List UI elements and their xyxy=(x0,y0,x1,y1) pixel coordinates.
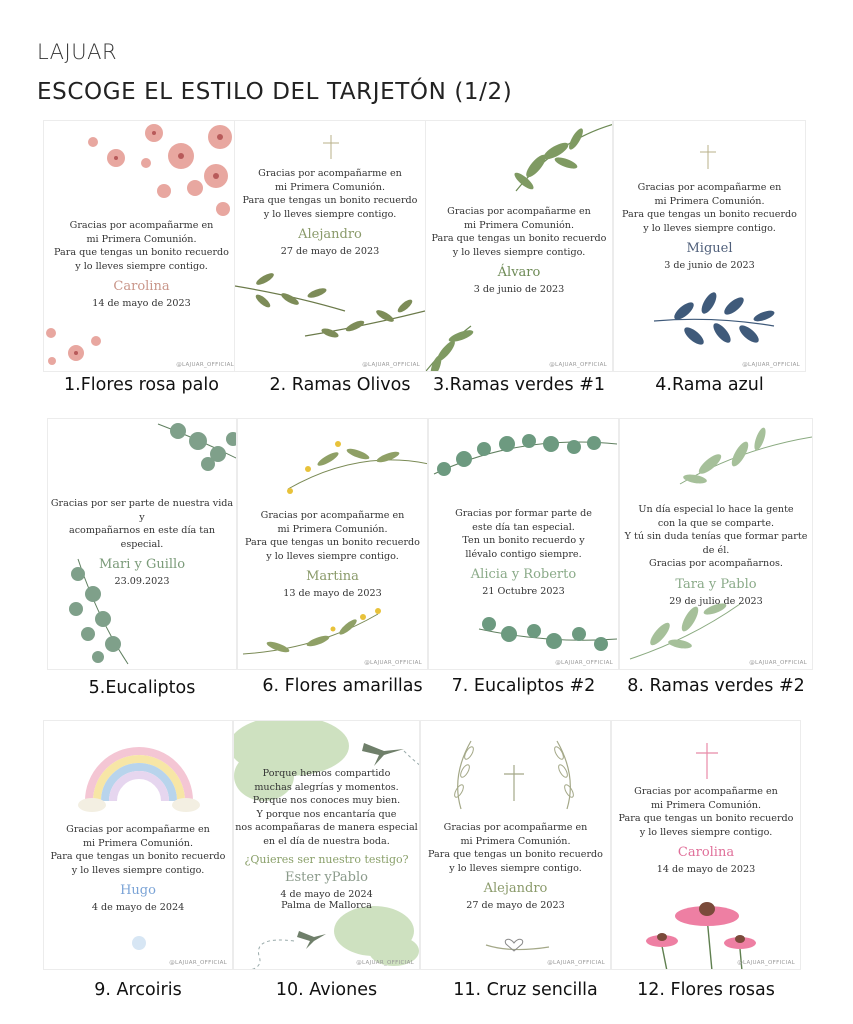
card-label: 2. Ramas Olivos xyxy=(269,375,411,395)
card-name: Carolina xyxy=(677,845,735,860)
watermark: @LAJUAR_OFFICIAL xyxy=(742,362,800,368)
card-message: Porque hemos compartido muchas alegrías y momentos. Porque nos conoces muy bien. Y porque nos encantaría que nos acompañaras de manera especial en el día de nuestra boda. xyxy=(235,768,418,847)
card-label: 11. Cruz sencilla xyxy=(453,980,598,1000)
card-label: 8. Ramas verdes #2 xyxy=(627,676,805,696)
card-label: 3.Ramas verdes #1 xyxy=(432,375,605,395)
card-date: 4 de mayo de 2024 xyxy=(91,902,185,913)
card-ramas-olivos[interactable] xyxy=(234,120,426,372)
card-flores-amarillas[interactable] xyxy=(237,418,428,670)
card-name: Alejandro xyxy=(483,881,548,896)
card-ramas-verdes-2[interactable] xyxy=(619,418,813,670)
card-flores-rosas[interactable] xyxy=(611,720,801,970)
card-date: 3 de junio de 2023 xyxy=(473,284,565,295)
card-message: Gracias por acompañarme en mi Primera Comunión. Para que tengas un bonito recuerdo y lo lleves siempre contigo. xyxy=(618,786,794,838)
card-name: Alicia y Roberto xyxy=(470,567,577,582)
card-name: Mari y Guillo xyxy=(98,557,186,572)
card-label: 5.Eucaliptos xyxy=(88,678,196,698)
card-label: 12. Flores rosas xyxy=(637,980,775,1000)
card-date: 14 de mayo de 2023 xyxy=(656,864,756,875)
card-rama-azul[interactable] xyxy=(613,120,806,372)
card-date: 21 Octubre 2023 xyxy=(482,586,565,597)
card-name: Ester yPablo xyxy=(285,870,368,885)
card-date: 13 de mayo de 2023 xyxy=(283,588,382,599)
card-date: 14 de mayo de 2023 xyxy=(92,298,191,309)
card-message: Gracias por acompañarme en mi Primera Comunión. Para que tengas un bonito recuerdo y lo lleves siempre contigo. xyxy=(428,822,603,874)
card-message: Gracias por acompañarme en mi Primera Comunión. Para que tengas un bonito recuerdo y lo lleves siempre contigo. xyxy=(54,220,229,272)
card-date: 29 de julio de 2023 xyxy=(669,595,763,607)
watermark: @LAJUAR_OFFICIAL xyxy=(362,362,420,368)
watermark: @LAJUAR_OFFICIAL xyxy=(364,660,422,666)
card-message: Gracias por acompañarme en mi Primera Comunión. Para que tengas un bonito recuerdo y lo lleves siempre contigo. xyxy=(245,510,420,562)
card-message: Gracias por ser parte de nuestra vida y acompañarnos en este día tan especial. xyxy=(50,498,234,550)
watermark: @LAJUAR_OFFICIAL xyxy=(356,960,414,966)
page-title: ESCOGE EL ESTILO DEL TARJETÓN (1/2) xyxy=(37,79,513,105)
card-label: 4.Rama azul xyxy=(655,375,764,395)
card-question: ¿Quieres ser nuestro testigo? xyxy=(244,853,409,866)
card-name: Martina xyxy=(306,569,359,584)
watermark: @LAJUAR_OFFICIAL xyxy=(737,960,795,966)
card-message: Un día especial lo hace la gente con la que se comparte. Y tú sin duda tenías que formar parte de él. Gracias por acompañarnos. xyxy=(624,504,808,569)
card-name: Alejandro xyxy=(298,227,362,242)
card-message: Gracias por acompañarme en mi Primera Comunión. Para que tengas un bonito recuerdo y lo lleves siempre contigo. xyxy=(622,182,797,234)
card-date: 4 de mayo de 2024 Palma de Mallorca xyxy=(280,889,373,911)
card-label: 9. Arcoiris xyxy=(94,980,182,1000)
card-name: Hugo xyxy=(120,883,156,898)
card-label: 1.Flores rosa palo xyxy=(64,375,219,395)
watermark: @LAJUAR_OFFICIAL xyxy=(749,660,807,666)
card-aviones[interactable] xyxy=(233,720,420,970)
card-message: Gracias por acompañarme en mi Primera Comunión. Para que tengas un bonito recuerdo y lo lleves siempre contigo. xyxy=(431,206,607,258)
watermark: @LAJUAR_OFFICIAL xyxy=(549,362,607,368)
card-label: 10. Aviones xyxy=(275,980,378,1000)
card-eucaliptos[interactable] xyxy=(47,418,237,670)
card-label: 7. Eucaliptos #2 xyxy=(451,676,596,696)
card-label: 6. Flores amarillas xyxy=(262,676,423,696)
watermark: @LAJUAR_OFFICIAL xyxy=(176,362,234,368)
card-message: Gracias por acompañarme en mi Primera Comunión. Para que tengas un bonito recuerdo y lo lleves siempre contigo. xyxy=(50,824,226,876)
card-name: Miguel xyxy=(686,241,733,256)
card-eucaliptos-2[interactable] xyxy=(428,418,619,670)
card-message: Gracias por acompañarme en mi Primera Comunión. Para que tengas un bonito recuerdo y lo lleves siempre contigo. xyxy=(242,168,418,220)
watermark: @LAJUAR_OFFICIAL xyxy=(547,960,605,966)
card-flores-rosa-palo[interactable] xyxy=(43,120,240,372)
watermark: @LAJUAR_OFFICIAL xyxy=(555,660,613,666)
card-date: 27 de mayo de 2023 xyxy=(280,246,380,257)
card-date: 3 de junio de 2023 xyxy=(664,260,755,271)
card-date: 27 de mayo de 2023 xyxy=(466,900,565,911)
card-message: Gracias por formar parte de este día tan especial. Ten un bonito recuerdo y llévalo contigo siempre. xyxy=(455,508,592,560)
card-name: Tara y Pablo xyxy=(675,576,757,592)
card-name: Álvaro xyxy=(497,265,541,280)
card-cruz-sencilla[interactable] xyxy=(420,720,611,970)
card-date: 23.09.2023 xyxy=(114,576,170,587)
card-arcoiris[interactable] xyxy=(43,720,233,970)
card-name: Carolina xyxy=(113,279,170,294)
card-ramas-verdes-1[interactable] xyxy=(425,120,613,372)
brand-logo: LAJUAR xyxy=(37,40,118,64)
watermark: @LAJUAR_OFFICIAL xyxy=(169,960,227,966)
